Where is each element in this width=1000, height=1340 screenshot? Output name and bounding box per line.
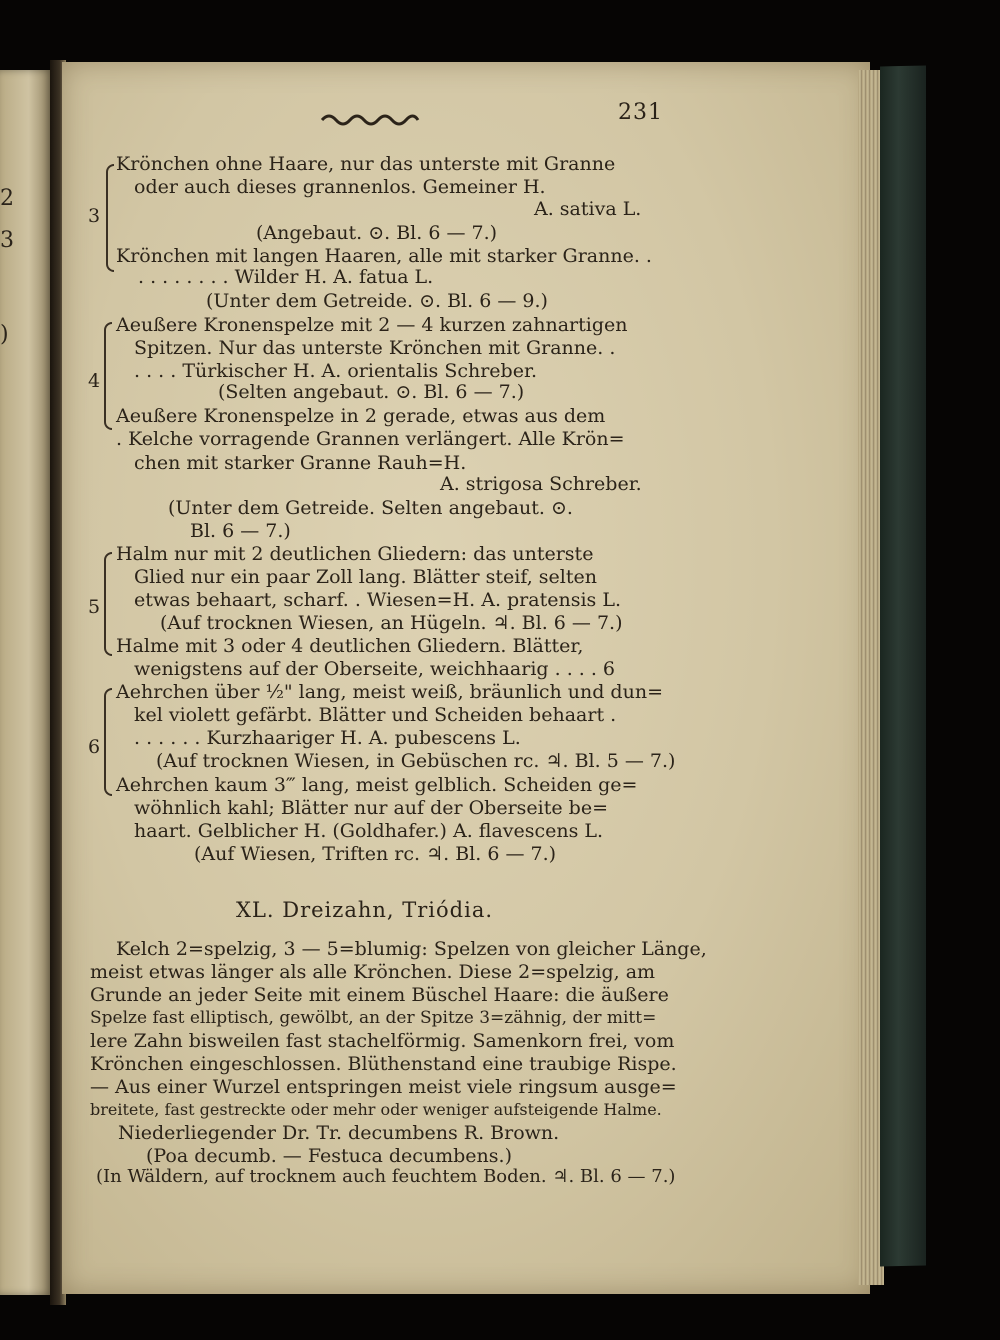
key-number: 5 (88, 596, 101, 618)
key-line: wöhnlich kahl; Blätter nur auf der Oberseite be= (134, 797, 608, 819)
key-line: (Auf trocknen Wiesen, in Gebüschen rc. ♃. Bl. 5 — 7.) (156, 750, 676, 772)
key-line: Halme mit 3 oder 4 deutlichen Gliedern. Blätter, (116, 635, 584, 657)
body-line: — Aus einer Wurzel entspringen meist viele ringsum ausge= (90, 1076, 677, 1098)
section-heading: XL. Dreizahn, Triódia. (236, 898, 494, 922)
key-number: 6 (88, 736, 101, 758)
body-line: (Poa decumb. — Festuca decumbens.) (146, 1145, 512, 1167)
key-line: . Kelche vorragende Grannen verlängert. Alle Krön= (116, 428, 625, 450)
bracket-4 (104, 322, 112, 430)
key-line: A. strigosa Schreber. (440, 473, 642, 495)
body-line: Niederliegender Dr. Tr. decumbens R. Brown. (118, 1122, 560, 1144)
body-line: Kelch 2=spelzig, 3 — 5=blumig: Spelzen von gleicher Länge, (116, 938, 707, 960)
key-line: wenigstens auf der Oberseite, weichhaarig . . . . 6 (134, 658, 616, 680)
key-line: A. sativa L. (534, 198, 642, 220)
key-line: (Auf trocknen Wiesen, an Hügeln. ♃. Bl. 6 — 7.) (160, 612, 623, 634)
key-line: Krönchen mit langen Haaren, alle mit starker Granne. . (116, 245, 652, 267)
key-line: Aehrchen kaum 3‴ lang, meist gelblich. Scheiden ge= (116, 774, 638, 796)
key-line: Aehrchen über ½" lang, meist weiß, bräunlich und dun= (116, 681, 663, 703)
key-line: (Auf Wiesen, Triften rc. ♃. Bl. 6 — 7.) (194, 843, 557, 865)
body-line: breitete, fast gestreckte oder mehr oder weniger aufsteigende Halme. (90, 1100, 662, 1119)
page-number: 231 (618, 100, 663, 125)
body-line: Krönchen eingeschlossen. Blüthenstand eine traubige Rispe. (90, 1053, 677, 1075)
key-line: Bl. 6 — 7.) (190, 520, 291, 542)
bracket-3 (106, 164, 114, 272)
body-line: lere Zahn bisweilen fast stachelförmig. Samenkorn frei, vom (90, 1030, 675, 1052)
key-line: Aeußere Kronenspelze in 2 gerade, etwas aus dem (116, 405, 606, 427)
body-line: (In Wäldern, auf trocknem auch feuchtem Boden. ♃. Bl. 6 — 7.) (96, 1166, 676, 1187)
key-line: . . . . . . . . Wilder H. A. fatua L. (138, 266, 434, 288)
key-line: Spitzen. Nur das unterste Krönchen mit Granne. . (134, 337, 616, 359)
key-line: Krönchen ohne Haare, nur das unterste mit Granne (116, 153, 616, 175)
key-line: haart. Gelblicher H. (Goldhafer.) A. flavescens L. (134, 820, 604, 842)
body-line: meist etwas länger als alle Krönchen. Diese 2=spelzig, am (90, 961, 656, 983)
key-line: Halm nur mit 2 deutlichen Gliedern: das unterste (116, 543, 594, 565)
key-line: kel violett gefärbt. Blätter und Scheiden behaart . (134, 704, 617, 726)
key-line: (Unter dem Getreide. ⊙. Bl. 6 — 9.) (206, 290, 548, 312)
key-line: chen mit starker Granne Rauh=H. (134, 452, 467, 474)
wavy-rule-icon (320, 108, 420, 128)
left-page-edge-mark: ) (0, 322, 9, 347)
left-page-edge-mark: 3 (0, 228, 14, 253)
key-line: (Selten angebaut. ⊙. Bl. 6 — 7.) (218, 381, 525, 403)
key-line: . . . . . . Kurzhaariger H. A. pubescens L. (134, 727, 521, 749)
key-line: oder auch dieses grannenlos. Gemeiner H. (134, 176, 546, 198)
key-line: etwas behaart, scharf. . Wiesen=H. A. pratensis L. (134, 589, 621, 611)
key-line: Aeußere Kronenspelze mit 2 — 4 kurzen zahnartigen (116, 314, 628, 336)
left-page-edge-mark: 2 (0, 186, 14, 211)
bracket-5 (104, 552, 112, 656)
key-number: 3 (88, 205, 101, 227)
key-line: (Angebaut. ⊙. Bl. 6 — 7.) (256, 222, 498, 244)
body-line: Grunde an jeder Seite mit einem Büschel Haare: die äußere (90, 984, 669, 1006)
bracket-6 (104, 688, 112, 796)
key-line: Glied nur ein paar Zoll lang. Blätter steif, selten (134, 566, 597, 588)
body-line: Spelze fast elliptisch, gewölbt, an der Spitze 3=zähnig, der mitt= (90, 1008, 657, 1028)
key-line: . . . . Türkischer H. A. orientalis Schreber. (134, 360, 537, 382)
key-number: 4 (88, 370, 101, 392)
key-line: (Unter dem Getreide. Selten angebaut. ⊙. (168, 497, 573, 519)
